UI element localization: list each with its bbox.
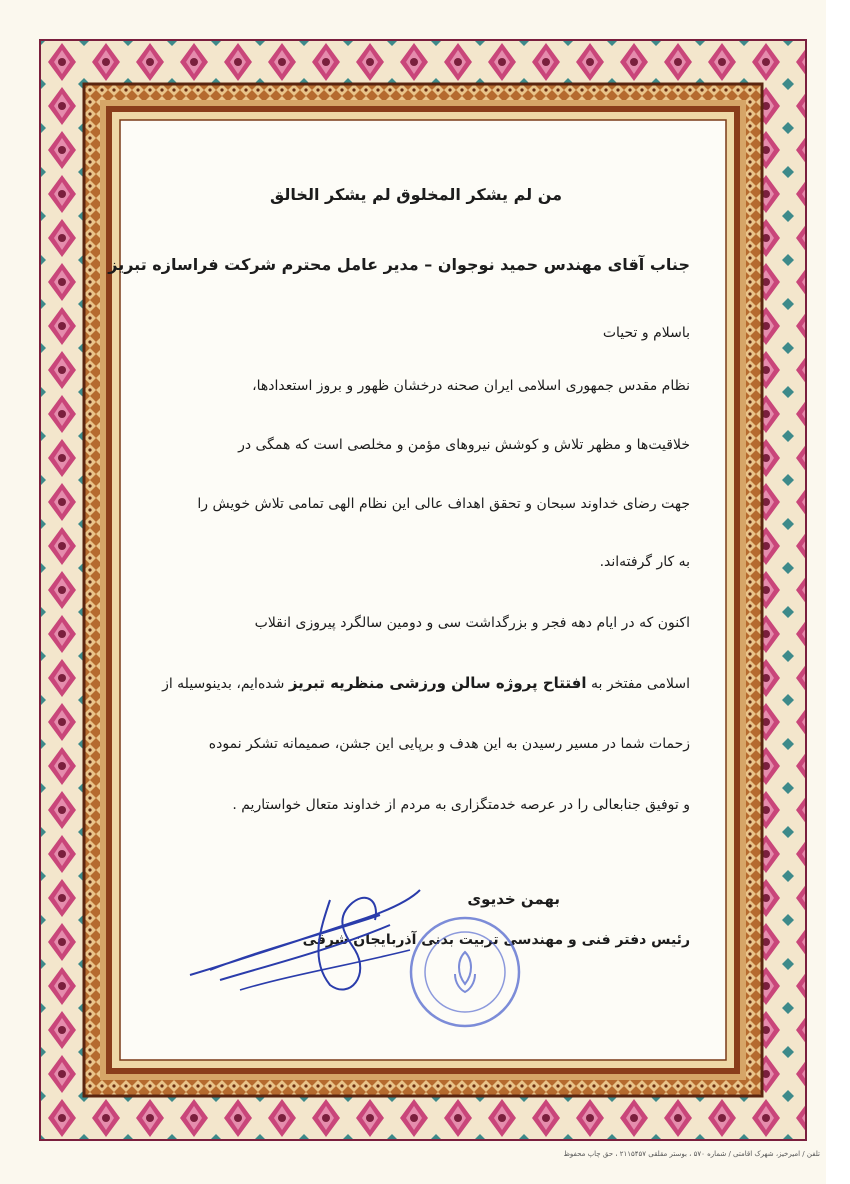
project-name: افتتاح پروژه سالن ورزشی منظریه تبریز	[288, 674, 587, 692]
paragraph-line: زحمات شما در مسیر رسیدن به این هدف و برپایی این جشن، صمیمانه تشکر نموده	[208, 736, 690, 752]
recipient-line: جناب آقای مهندس حمید نوجوان – مدیر عامل محترم شرکت فراسازه تبریز	[108, 255, 690, 274]
greeting: باسلام و تحیات	[602, 325, 690, 341]
text-segment: اسلامی مفتخر به	[590, 676, 690, 692]
paragraph-line	[162, 674, 690, 692]
paragraph-line: نظام مقدس جمهوری اسلامی ایران صحنه درخشان ظهور و بروز استعدادها،	[252, 378, 690, 394]
header-verse: من لم یشکر المخلوق لم یشکر الخالق	[269, 185, 562, 204]
handwritten-signature	[180, 880, 440, 1000]
official-stamp	[405, 912, 525, 1032]
print-footer: تلفن / امیرخیز، شهرک اقامتی / شماره ۵۷۰ ، بوستر مقلقی ۲۱۱۵۴۵۷ ، حق چاپ محفوظ	[563, 1150, 820, 1158]
paragraph-line: به کار گرفته‌اند.	[599, 554, 690, 570]
paragraph-line: اکنون که در ایام دهه فجر و بزرگداشت سی و دومین سالگرد پیروزی انقلاب	[254, 615, 690, 631]
paragraph-line: جهت رضای خداوند سبحان و تحقق اهداف عالی این نظام الهی تمامی تلاش خویش را	[197, 496, 690, 512]
signer-title: رئیس دفتر فنی و مهندسی تربیت بدنی آذربایجان شرقی	[302, 932, 690, 948]
paragraph-line: خلاقیت‌ها و مظهر تلاش و کوشش نیروهای مؤمن و مخلصی است که همگی در	[238, 437, 690, 453]
text-segment: شده‌ایم، بدینوسیله از	[162, 676, 285, 692]
paragraph-line: و توفیق جنابعالی را در عرصه خدمتگزاری به مردم از خداوند متعال خواستاریم .	[232, 797, 690, 813]
signer-name: بهمن خدیوی	[467, 890, 560, 908]
